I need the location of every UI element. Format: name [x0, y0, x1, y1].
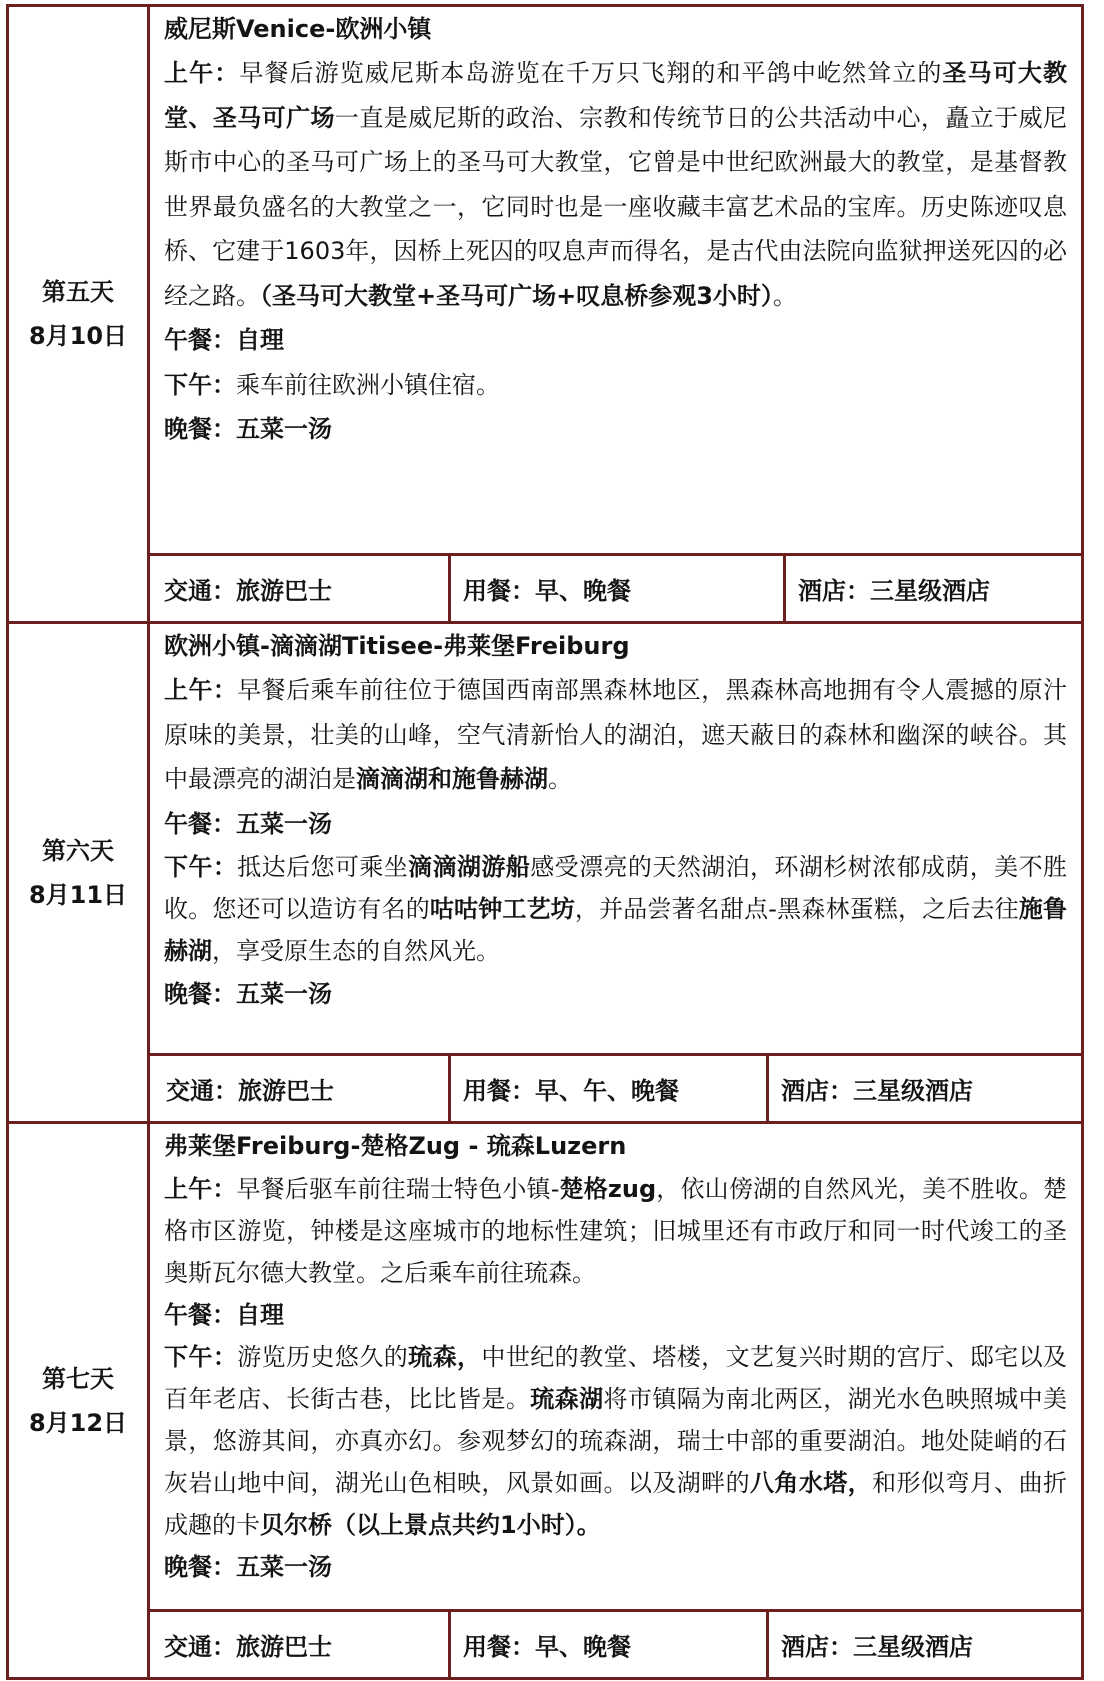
dinner-value: 五菜一汤	[236, 415, 332, 443]
highlight-text: 施鲁赫湖	[164, 895, 1068, 965]
dinner-line	[150, 972, 1081, 1017]
afternoon-label: 下午：	[164, 370, 236, 399]
afternoon-paragraph	[150, 846, 1081, 972]
meals-label: 用餐：	[463, 1633, 535, 1661]
day-footer	[150, 1609, 1081, 1677]
highlight-text: 琉森湖	[530, 1385, 604, 1413]
morning-text	[164, 59, 1067, 310]
hotel-cell	[766, 1612, 1081, 1677]
lunch-value: 自理	[236, 1301, 284, 1329]
highlight-text: 圣马可大教堂、圣马可广场	[164, 59, 1068, 132]
morning-label: 上午：	[164, 676, 238, 704]
dinner-value: 五菜一汤	[236, 980, 332, 1008]
afternoon-text	[236, 371, 500, 399]
transport-cell	[150, 1056, 448, 1121]
body-text: 乘车前往欧洲小镇住宿。	[236, 370, 500, 399]
afternoon-label: 下午：	[164, 1343, 238, 1371]
hotel-cell	[766, 1056, 1081, 1121]
day-content	[150, 624, 1081, 1017]
hotel-label: 酒店：	[798, 577, 870, 605]
highlight-text: 楚格zug	[559, 1175, 657, 1203]
dinner-line	[150, 1546, 1081, 1588]
afternoon-text	[164, 853, 1067, 965]
dinner-label: 晚餐：	[164, 1553, 236, 1581]
meals-cell	[448, 1612, 766, 1677]
day-content	[150, 1124, 1081, 1588]
body-text: ，并品尝著名甜点-黑森林蛋糕，之后去往	[574, 895, 1019, 923]
highlight-text: （圣马可大教堂+圣马可广场+叹息桥参观3小时）	[260, 281, 773, 310]
meals-cell	[448, 556, 783, 621]
body-text: 一直是威尼斯的政治、宗教和传统节日的公共活动中心，矗立于威尼斯市中心的圣马可广场上的圣马可大教堂，它曾是中世纪欧洲最大的教堂，是基督教世界最负盛名的大教堂之一，它同时也是一座收藏丰富艺术品的宝库。历史陈迹叹息桥、它建于1603年，因桥上死囚的叹息声而得名，是古代由法院向监狱押送死囚的必经之路。	[164, 103, 1068, 310]
hotel-value: 三星级酒店	[853, 1633, 973, 1661]
day-title: 威尼斯Venice-欧洲小镇	[164, 15, 432, 43]
day-block-5	[6, 4, 1084, 624]
morning-text	[164, 1175, 1067, 1287]
afternoon-text	[164, 1343, 1067, 1539]
hotel-label: 酒店：	[781, 1077, 853, 1105]
meals-label: 用餐：	[463, 1077, 535, 1105]
transport-value: 旅游巴士	[236, 1633, 332, 1661]
dinner-label: 晚餐：	[164, 980, 236, 1008]
day-date: 8月12日	[28, 1408, 128, 1437]
highlight-text: 咕咕钟工艺坊	[429, 895, 575, 923]
day-footer	[150, 553, 1081, 621]
lunch-line	[150, 1294, 1081, 1336]
morning-label: 上午：	[164, 1175, 237, 1203]
transport-cell	[150, 1612, 448, 1677]
day-footer	[150, 1053, 1081, 1121]
morning-paragraph	[150, 51, 1081, 318]
lunch-line	[150, 318, 1081, 363]
hotel-cell	[783, 556, 1081, 621]
transport-cell	[150, 556, 448, 621]
body-text: 早餐后乘车前往位于德国西南部黑森林地区，黑森林高地拥有令人震撼的原汁原味的美景，壮美的山峰，空气清新怡人的湖泊，遮天蔽日的森林和幽深的峡谷。其中最漂亮的湖泊是	[164, 676, 1067, 793]
meals-value: 早、晚餐	[535, 1633, 631, 1661]
body-text: 早餐后驱车前往瑞士特色小镇-	[236, 1175, 560, 1203]
day-date: 8月11日	[28, 880, 128, 909]
day-title: 弗莱堡Freiburg-楚格Zug - 琉森Luzern	[164, 1132, 627, 1160]
day-title: 欧洲小镇-滴滴湖Titisee-弗莱堡Freiburg	[164, 632, 630, 660]
body-text: 将市镇隔为南北两区，湖光水色映照城中美景，悠游其间，亦真亦幻。参观梦幻的琉森湖，瑞士中部的重要湖泊。地处陡峭的石灰岩山地中间，湖光山色相映，风景如画。以及湖畔的	[164, 1385, 1067, 1497]
body-text: ，享受原生态的自然风光。	[212, 937, 500, 965]
dinner-value: 五菜一汤	[236, 1553, 332, 1581]
meals-label: 用餐：	[463, 577, 535, 605]
lunch-value: 五菜一汤	[236, 809, 332, 838]
afternoon-label: 下午：	[164, 853, 238, 881]
transport-label: 交通：	[166, 1077, 238, 1105]
afternoon-paragraph	[150, 1336, 1081, 1546]
highlight-text: 贝尔桥（以上景点共约1小时）。	[260, 1511, 601, 1539]
lunch-label: 午餐：	[164, 809, 236, 838]
morning-paragraph	[150, 1168, 1081, 1294]
meals-value: 早、晚餐	[535, 577, 631, 605]
morning-text	[164, 676, 1067, 793]
day-date: 8月10日	[28, 322, 128, 350]
meals-value: 早、午、晚餐	[535, 1077, 679, 1105]
day-label: 第六天	[42, 836, 114, 865]
hotel-label: 酒店：	[781, 1633, 853, 1661]
body-text: 和形似弯月、曲折成趣的卡	[164, 1469, 1068, 1539]
transport-label: 交通：	[164, 1633, 236, 1661]
body-text: 。	[548, 765, 572, 793]
day-label: 第七天	[42, 1364, 114, 1393]
morning-label: 上午：	[164, 59, 240, 87]
dinner-label: 晚餐：	[164, 415, 236, 443]
body-text: 中世纪的教堂、塔楼，文艺复兴时期的宫厅、邸宅以及百年老店、长街古巷，比比皆是。	[164, 1343, 1068, 1413]
lunch-value: 自理	[236, 326, 284, 354]
highlight-text: 八角水塔，	[750, 1469, 873, 1497]
day-label-cell	[9, 7, 150, 621]
body-text: 早餐后游览威尼斯本岛游览在千万只飞翔的和平鸽中屹然耸立的	[239, 59, 943, 87]
body-text: 游览历史悠久的	[237, 1343, 409, 1371]
hotel-value: 三星级酒店	[870, 577, 990, 605]
lunch-line	[150, 802, 1081, 847]
body-text: 抵达后您可乘坐	[237, 853, 409, 881]
highlight-text: 滴滴湖游船	[408, 853, 531, 881]
afternoon-paragraph	[150, 363, 1081, 408]
body-text: 。	[772, 281, 797, 310]
transport-label: 交通：	[164, 577, 236, 605]
lunch-label: 午餐：	[164, 326, 236, 354]
transport-value: 旅游巴士	[238, 1077, 334, 1105]
day-block-7	[6, 1124, 1084, 1680]
day-label: 第五天	[42, 278, 114, 306]
morning-paragraph	[150, 668, 1081, 802]
day-label-cell	[9, 1124, 150, 1677]
highlight-text: 琉森，	[408, 1343, 482, 1371]
day-block-6	[6, 624, 1084, 1124]
lunch-label: 午餐：	[164, 1301, 236, 1329]
body-text: 感受漂亮的天然湖泊，环湖杉树浓郁成荫，美不胜收。您还可以造访有名的	[164, 853, 1068, 923]
highlight-text: 滴滴湖和施鲁赫湖	[356, 765, 548, 793]
dinner-line	[150, 407, 1081, 452]
transport-value: 旅游巴士	[236, 577, 332, 605]
hotel-value: 三星级酒店	[853, 1077, 973, 1105]
body-text: ，依山傍湖的自然风光，美不胜收。楚格市区游览，钟楼是这座城市的地标性建筑；旧城里还有市政厅和同一时代竣工的圣奥斯瓦尔德大教堂。之后乘车前往琉森。	[164, 1175, 1068, 1287]
day-label-cell	[9, 624, 150, 1121]
meals-cell	[448, 1056, 766, 1121]
day-content	[150, 7, 1081, 452]
